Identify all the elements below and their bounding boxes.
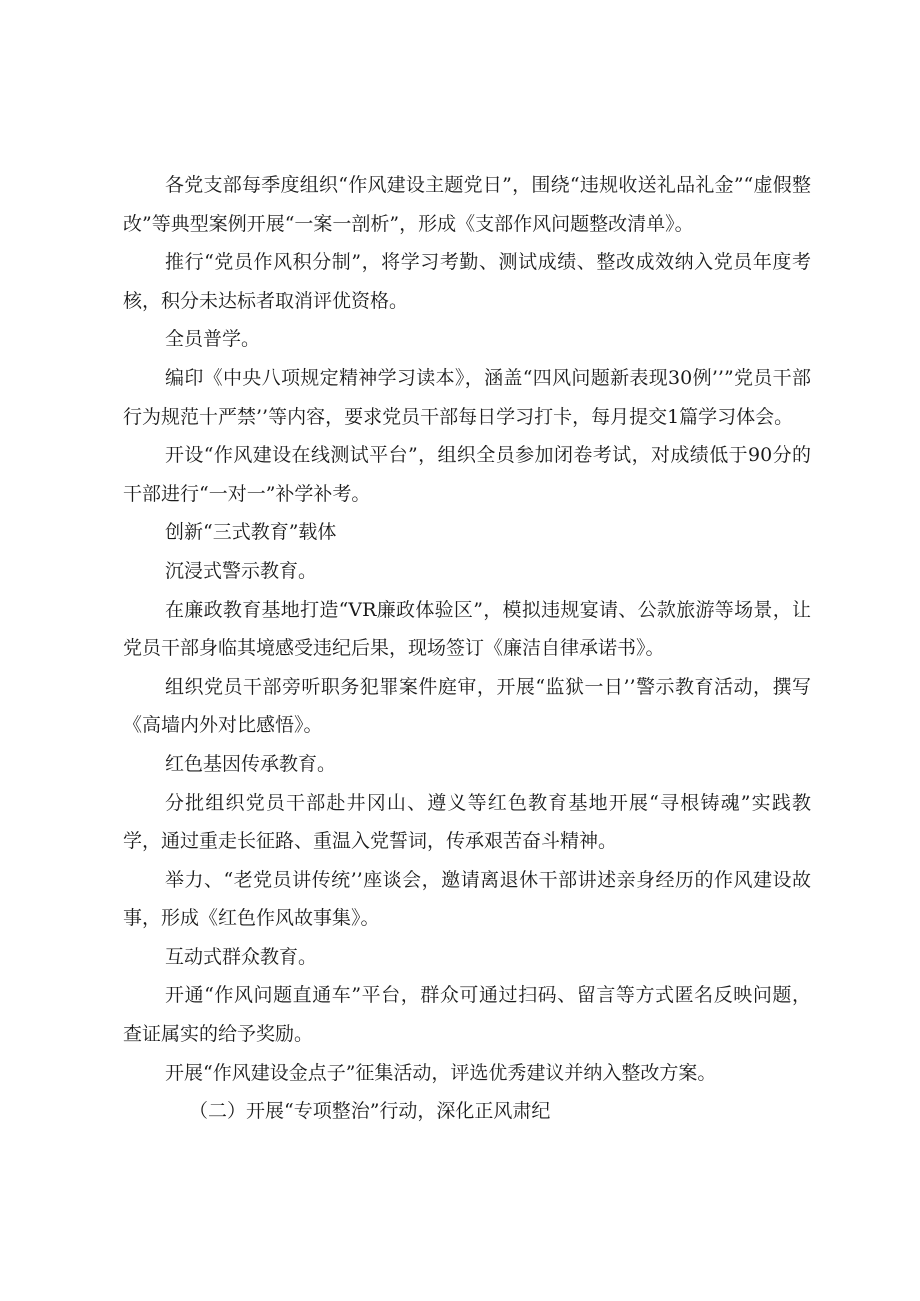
subheading-immersive-warning: 沉浸式警示教育。 xyxy=(165,559,318,582)
subheading-interactive-education: 互动式群众教育。 xyxy=(165,945,318,968)
paragraph-veteran-talk: 举力、“老党员讲传统’’座谈会，邀请离退休干部讲述亲身经历的作风建设故事，形成《红色作风故事集》。 xyxy=(123,868,811,930)
section-heading-special-rectification: （二）开展“专项整治”行动，深化正风肃纪 xyxy=(189,1100,551,1123)
paragraph-red-base-trip: 分批组织党员干部赴井冈山、遵义等红色教育基地开展“寻根铸魂”实践教学，通过重走长征路、重温入党誓词，传承艰苦奋斗精神。 xyxy=(123,791,811,853)
paragraph-study-reader: 编印《中央八项规定精神学习读本》，涵盖“四风问题新表现30例’’”党员干部行为规范十严禁’’等内容，要求党员干部每日学习打卡，每月提交1篇学习体会。 xyxy=(123,366,811,428)
paragraph-party-day: 各党支部每季度组织“作风建设主题党日”，围绕“违规收送礼品礼金”“虚假整改”等典型案例开展“一案一剖析”，形成《支部作风问题整改清单》。 xyxy=(123,174,811,235)
paragraph-court-hearing: 组织党员干部旁听职务犯罪案件庭审，开展“监狱一日’’警示教育活动，撰写《高墙内外对比感悟》。 xyxy=(123,675,811,737)
subheading-red-gene: 红色基因传承教育。 xyxy=(165,752,337,775)
paragraph-vr-zone: 在廉政教育基地打造“VR廉政体验区”，模拟违规宴请、公款旅游等场景，让党员干部身临其境感受违纪后果，现场签订《廉洁自律承诺书》。 xyxy=(123,598,811,660)
paragraph-online-test: 开设“作风建设在线测试平台”，组织全员参加闭卷考试，对成绩低于90分的干部进行“一对一”补学补考。 xyxy=(123,444,811,505)
subheading-full-study: 全员普学。 xyxy=(165,328,261,351)
document-body xyxy=(123,166,811,1131)
paragraph-ideas-collection: 开展“作风建设金点子”征集活动，评选优秀建议并纳入整改方案。 xyxy=(165,1061,717,1084)
subheading-three-education: 创新“三式教育”载体 xyxy=(165,521,337,544)
paragraph-points-system: 推行“党员作风积分制”，将学习考勤、测试成绩、整改成效纳入党员年度考核，积分未达标者取消评优资格。 xyxy=(123,251,811,312)
paragraph-direct-platform: 开通“作风问题直通车”平台，群众可通过扫码、留言等方式匿名反映问题，查证属实的给予奖励。 xyxy=(123,984,811,1046)
